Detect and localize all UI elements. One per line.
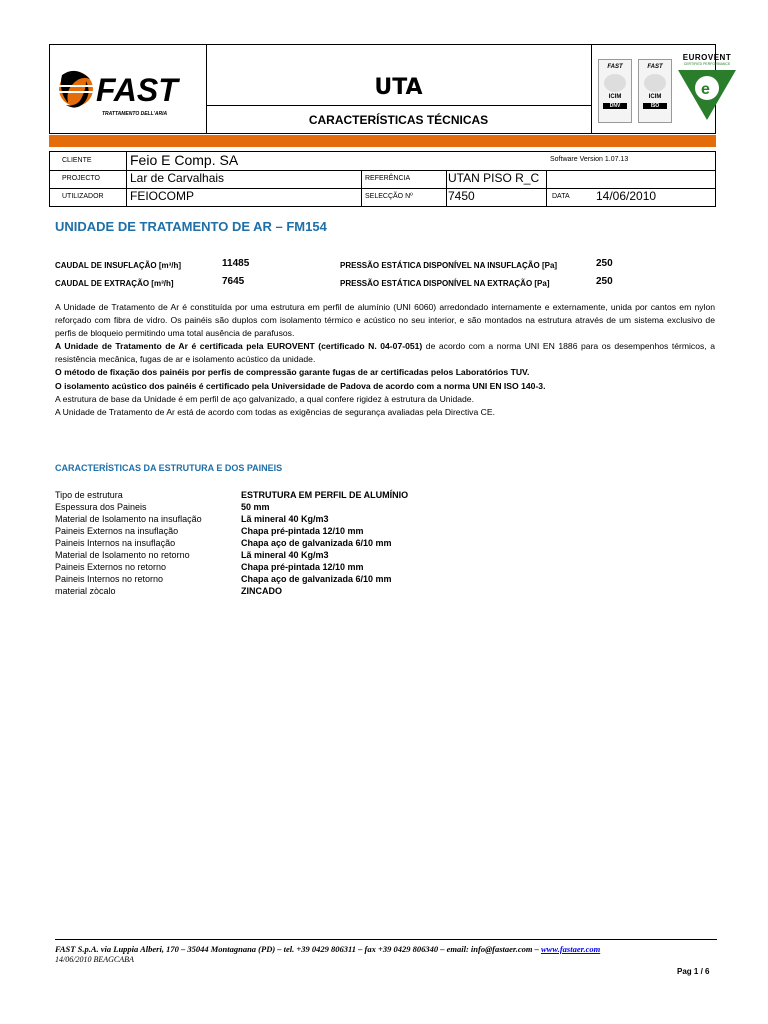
structure-title: CARACTERÍSTICAS DA ESTRUTURA E DOS PAINEIS (55, 463, 283, 473)
table-row: Espessura dos Paineis 50 mm (55, 502, 270, 512)
table-row: Paineis Externos no retorno Chapa pré-pintada 12/10 mm (55, 562, 364, 572)
data-label: DATA (552, 193, 570, 200)
utilizador-label: UTILIZADOR (62, 193, 104, 200)
footer-doc-ref: 14/06/2010 BEAGCABA (55, 955, 134, 964)
footer-address: FAST S.p.A. via Luppia Alberi, 170 – 35044 Montagnana (PD) – tel. +39 0429 806311 – fax +39 0429 806340 – email: info@fastaer.com – www.fastaer.com (55, 944, 601, 954)
pressao-extracao-value: 250 (596, 276, 613, 287)
info-row-utilizador (50, 188, 715, 206)
desc-paragraph-4: O isolamento acústico dos painéis é certificado pela Universidade de Padova de acordo com a norma UNI EN ISO 140-3. (55, 380, 546, 391)
table-row: Material de Isolamento no retorno Lã mineral 40 Kg/m3 (55, 550, 329, 560)
unit-description (55, 301, 715, 419)
desc-paragraph-1: A Unidade de Tratamento de Ar é constituída por uma estrutura em perfil de alumínio (UNI 6060) arredondado internamente e externamente, unida por cantos em nylon reforçado com fibra de vidro. Os painéis são duplos com isolamento térmico e acústico no seu interior, e são montados na estrutura através de um sistema exclusivo de perfis de bloqueio permitindo uma total ausência de parafusos. (55, 302, 715, 339)
brand-tagline: TRATTAMENTO DELL'ARIA (102, 111, 168, 117)
desc-paragraph-6: A Unidade de Tratamento de Ar está de acordo com todas as exigências de segurança avaliadas pela Directiva CE. (55, 406, 495, 417)
pressao-insuflacao-value: 250 (596, 258, 613, 269)
seleccao-value: 7450 (448, 189, 475, 203)
cert-badge-2: FAST ICIM ISO (638, 59, 672, 123)
fast-logo-icon (50, 45, 206, 133)
page-number: Pag 1 / 6 (677, 967, 710, 976)
caudal-insuflacao-value: 11485 (222, 258, 250, 269)
table-row: Material de Isolamento na insuflação Lã mineral 40 Kg/m3 (55, 514, 329, 524)
caudal-insuflacao-label: CAUDAL DE INSUFLAÇÃO [m³/h] (55, 261, 182, 270)
orange-divider (49, 135, 716, 147)
footer-divider (55, 939, 717, 940)
projecto-value: Lar de Carvalhais (130, 171, 225, 185)
desc-paragraph-5: A estrutura de base da Unidade é em perfil de aço galvanizado, a qual confere rigidez à estrutura da Unidade. (55, 393, 474, 404)
software-version: Software Version 1.07.13 (550, 156, 629, 163)
eurovent-shield-icon (674, 66, 740, 122)
table-row: Paineis Internos no retorno Chapa aço de galvanizada 6/10 mm (55, 574, 392, 584)
unit-title: UNIDADE DE TRATAMENTO DE AR – FM154 (55, 219, 327, 234)
page-subtitle: CARACTERÍSTICAS TÉCNICAS (308, 113, 489, 127)
website-link[interactable]: www.fastaer.com (541, 944, 601, 954)
table-row: Paineis Internos na insuflação Chapa aço de galvanizada 6/10 mm (55, 538, 392, 548)
cliente-value: Feio E Comp. SA (130, 152, 239, 168)
table-row: Paineis Externos na insuflação Chapa pré-pintada 12/10 mm (55, 526, 364, 536)
fast-logo (50, 45, 207, 133)
structure-table (55, 490, 555, 598)
caudal-extracao-value: 7645 (222, 276, 245, 287)
data-value: 14/06/2010 (596, 189, 657, 203)
table-row: material zòcalo ZINCADO (55, 586, 282, 596)
pressao-insuflacao-label: PRESSÃO ESTÁTICA DISPONÍVEL NA INSUFLAÇÃO [Pa] (340, 261, 558, 270)
document-header (49, 44, 732, 134)
projecto-label: PROJECTO (62, 175, 100, 182)
cliente-label: CLIENTE (62, 157, 92, 164)
referencia-label: REFERÊNCIA (365, 175, 411, 182)
utilizador-value: FEIOCOMP (130, 189, 195, 203)
certifications (591, 45, 732, 133)
project-info-table (49, 151, 716, 207)
table-row: Tipo de estrutura ESTRUTURA EM PERFIL DE ALUMÍNIO (55, 490, 409, 500)
svg-text:FAST: FAST (96, 72, 178, 108)
caudal-extracao-label: CAUDAL DE EXTRAÇÃO [m³/h] (55, 279, 174, 288)
pressao-extracao-label: PRESSÃO ESTÁTICA DISPONÍVEL NA EXTRAÇÃO [Pa] (340, 279, 550, 288)
seleccao-label: SELECÇÃO Nº (365, 193, 413, 200)
info-row-projecto (50, 170, 715, 189)
cert-badge-1: FAST ICIM DNV (598, 59, 632, 123)
page-title: UTA (374, 75, 423, 100)
desc-paragraph-2: A Unidade de Tratamento de Ar é certificada pela EUROVENT (certificado N. 04-07-051) de acordo com a norma UNI EN 1886 para os desempenhos térmicos, a resistência mecânica, fugas de ar e isolamento acústico da unidade. (55, 341, 715, 365)
desc-paragraph-3: O método de fixação dos painéis por perfis de compressão garante fugas de ar certificadas pelos Laboratórios TUV. (55, 367, 530, 378)
referencia-value: UTAN PISO R_C (448, 171, 540, 185)
info-row-cliente (50, 152, 715, 171)
svg-text:e: e (701, 81, 710, 98)
eurovent-badge: EUROVENT CERTIFIED PERFORMANCE e (674, 53, 740, 125)
